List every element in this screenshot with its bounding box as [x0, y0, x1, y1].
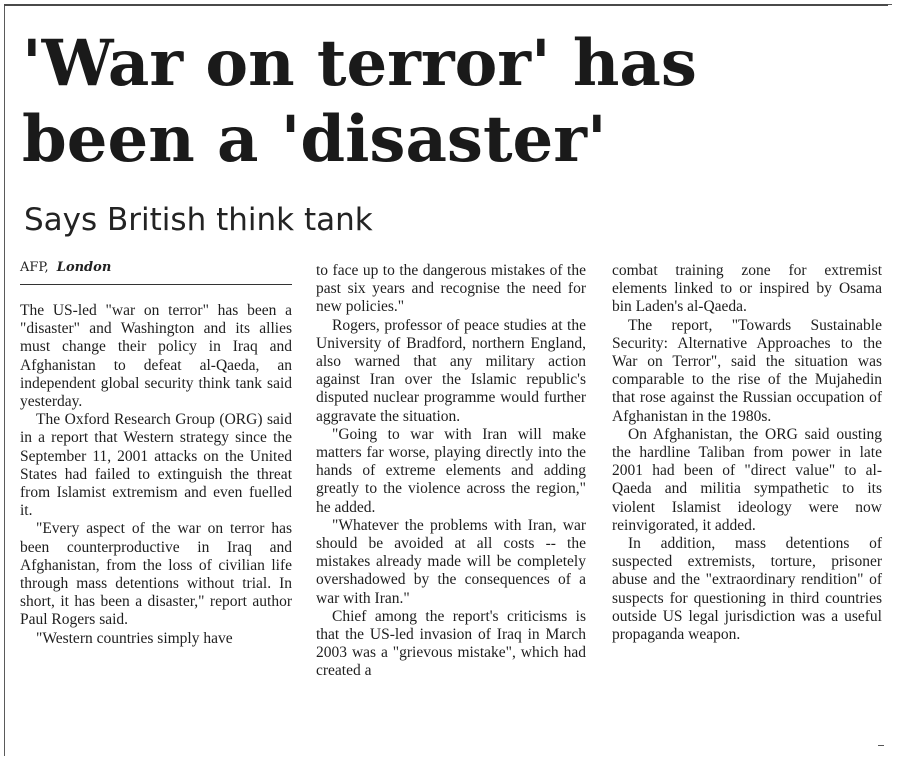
paragraph: The Oxford Research Group (ORG) said in a report that Western strategy since the September 11, 2001 attacks on the United States had failed to extinguish the threat from Islamist extremism and even fuelled it.	[20, 411, 292, 520]
dateline	[20, 260, 111, 275]
paragraph: In addition, mass detentions of suspected extremists, torture, prisoner abuse and the "extraordinary rendition" of suspects for questioning in third countries outside US legal jurisdiction was a useful propaganda weapon.	[612, 535, 882, 644]
headline-line-2: been a 'disaster'	[22, 102, 607, 177]
paragraph: Rogers, professor of peace studies at the University of Bradford, northern England, also warned that any military action against Iran over the Islamic republic's disputed nuclear programme would further aggravate the situation.	[316, 316, 586, 425]
dateline-agency: AFP,	[20, 260, 49, 275]
article-column-3	[612, 262, 882, 644]
end-mark	[878, 745, 884, 746]
subheadline: Says British think tank	[24, 202, 373, 238]
paragraph: combat training zone for extremist elements linked to or inspired by Osama bin Laden's al-Qaeda.	[612, 262, 882, 316]
headline	[22, 26, 882, 178]
dateline-rule	[20, 284, 292, 285]
paragraph: On Afghanistan, the ORG said ousting the hardline Taliban from power in late 2001 had been of "direct value" to al-Qaeda and militia sympathetic to its violent Islamist ideology were now reinvigorated, it added.	[612, 425, 882, 534]
paragraph: The report, "Towards Sustainable Security: Alternative Approaches to the War on Terror", said the situation was comparable to the rise of the Mujahedin that rose against the Russian occupation of Afghanistan in the 1980s.	[612, 316, 882, 425]
paragraph: The US-led "war on terror" has been a "disaster" and Washington and its allies must change their policy in Iraq and Afghanistan to defeat al-Qaeda, an independent global security think tank said yesterday.	[20, 302, 292, 411]
dateline-city: London	[56, 260, 112, 275]
paragraph: "Going to war with Iran will make matters far worse, playing directly into the hands of extreme elements and adding greatly to the violence across the region," he added.	[316, 425, 586, 516]
article-column-1	[20, 302, 292, 648]
paragraph: "Whatever the problems with Iran, war should be avoided at all costs -- the mistakes already made will be completely overshadowed by the consequences of a war with Iran."	[316, 516, 586, 607]
paragraph: "Every aspect of the war on terror has been counterproductive in Iraq and Afghanistan, from the loss of civilian life through mass detentions without trial. In short, it has been a disaster," report author Paul Rogers said.	[20, 520, 292, 629]
paragraph: Chief among the report's criticisms is that the US-led invasion of Iraq in March 2003 was a "grievous mistake", which had created a	[316, 607, 586, 680]
paragraph: to face up to the dangerous mistakes of the past six years and recognise the need for new policies."	[316, 262, 586, 316]
paragraph: "Western countries simply have	[36, 629, 233, 647]
article-column-2	[316, 262, 586, 681]
headline-line-1: 'War on terror' has	[22, 26, 697, 101]
top-rule	[4, 4, 888, 6]
